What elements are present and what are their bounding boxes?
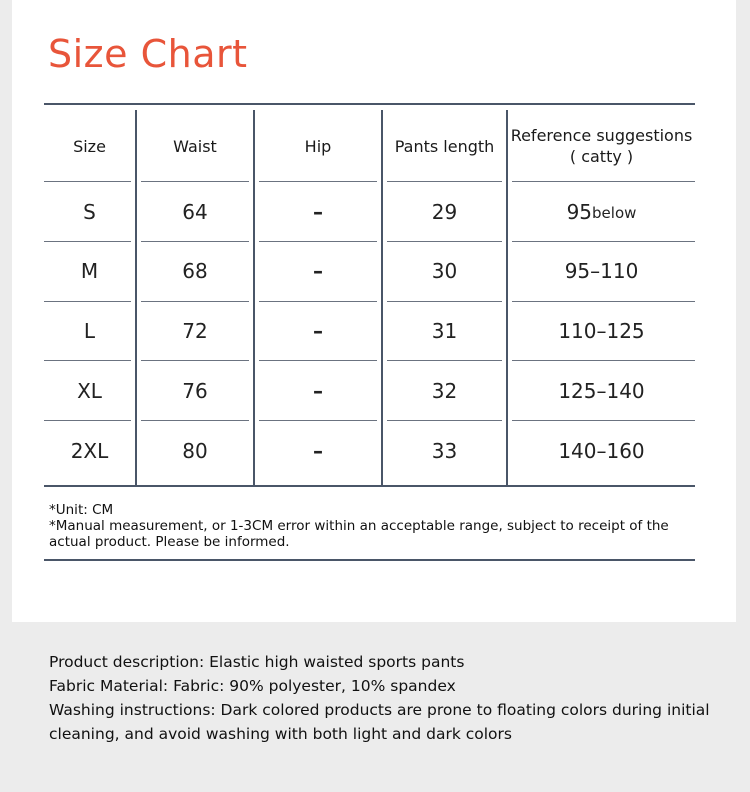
cell-waist: 80 — [182, 439, 208, 463]
page-title: Size Chart — [48, 32, 248, 76]
cell-size: XL — [77, 379, 102, 403]
header-reference-line1: Reference suggestions — [510, 126, 693, 145]
cell-reference: 140–160 — [558, 439, 645, 463]
header-pants-length: Pants length — [394, 136, 495, 156]
cell-reference: 95–110 — [564, 259, 639, 283]
header-reference-line2: ( catty ) — [569, 147, 634, 166]
note-unit: *Unit: CM — [49, 502, 114, 518]
header-hip: Hip — [304, 137, 332, 156]
cell-reference-number: 95 — [566, 199, 593, 224]
product-description-block — [49, 650, 729, 746]
header-reference — [508, 110, 695, 182]
cell-pants-length: 31 — [431, 319, 458, 343]
cell-size: L — [83, 319, 96, 343]
cell-hip: – — [313, 439, 323, 463]
cell-waist: 76 — [182, 379, 208, 403]
cell-waist: 64 — [182, 199, 208, 224]
cell-reference: 125–140 — [558, 379, 645, 403]
cell-size: M — [80, 259, 99, 283]
cell-reference — [508, 182, 695, 241]
product-description: Product description: Elastic high waisted sports pants — [49, 653, 465, 671]
table-bottom-rule — [44, 485, 695, 487]
cell-reference-suffix: below — [592, 204, 637, 222]
cell-pants-length: 32 — [431, 379, 458, 403]
cell-waist: 72 — [182, 319, 208, 343]
cell-hip: – — [313, 259, 323, 283]
washing-instructions: Washing instructions: Dark colored products are prone to floating colors during initial cleaning, and avoid washing with both light and dark colors — [49, 701, 710, 743]
table-top-rule — [44, 103, 695, 105]
cell-size: S — [83, 199, 96, 224]
cell-hip: – — [313, 379, 323, 403]
header-size: Size — [73, 136, 106, 156]
cell-size: 2XL — [70, 439, 109, 463]
cell-hip: – — [313, 319, 323, 343]
cell-hip: – — [313, 199, 323, 224]
note-measurement: *Manual measurement, or 1-3CM error within an acceptable range, subject to receipt of the actual product. Please be informed. — [49, 518, 669, 550]
fabric-material: Fabric Material: Fabric: 90% polyester, 10% spandex — [49, 677, 456, 695]
notes-bottom-rule — [44, 559, 695, 561]
notes-block — [49, 502, 699, 550]
cell-pants-length: 29 — [431, 199, 458, 224]
cell-pants-length: 33 — [431, 439, 458, 463]
header-waist: Waist — [173, 136, 217, 156]
cell-waist: 68 — [182, 259, 208, 283]
cell-pants-length: 30 — [431, 259, 458, 283]
cell-reference: 110–125 — [558, 319, 645, 343]
